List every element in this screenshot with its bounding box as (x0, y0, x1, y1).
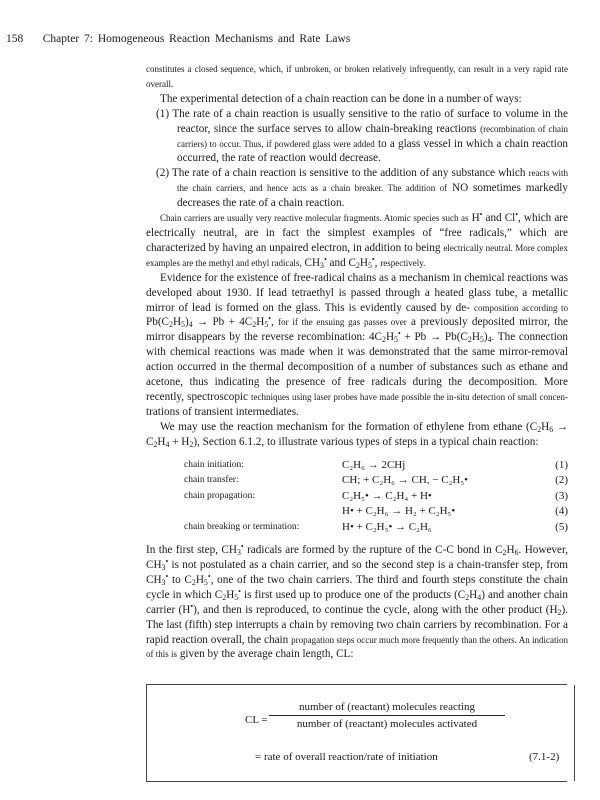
paragraph: Evidence for the existence of free-radical chains as a mechanism in chemical reactions was developed about 1930. If lead tetraethyl is passed through a heated glass tube, a metallic mirror of lead is formed on the glass. This is evidently caused by de- composition according to $Pb(C_2H_5)_4 \to Pb + 4C_2H_5^•$, for if the ensuing gas passes over a previously deposited mirror, the mirror disappears by the reverse recombination: $4C_2H_5^• + Pb \to Pb(C_2H_5)_4$. The connection with chemical reactions was made when it was demonstrated that the same mirror-removal action occurred in the thermal decomposition of a number of substances such as ethane and acetone, thus indicating the presence of free radicals during the decomposition. More recently, spectroscopic techniques using laser probes have made possible the in-situ detection of small concen- trations of transient intermediates. (146, 271, 569, 418)
reaction-row: chain propagation: C₂H₅• → C₂H₄ + H• (3) (184, 489, 568, 502)
list-item: (2) The rate of a chain reaction is sensitive to the addition of any substance which reacts with the chain carriers, and hence acts as a chain breaker. The addition of NO sometimes markedly decreases the rate of a chain reaction. (156, 167, 568, 210)
equation-number: (7.1-2) (529, 751, 560, 763)
reaction-row: chain transfer: CH; + C₂H₆ → CH, − C₂H₅• (2) (184, 474, 568, 487)
chapter-label: Chapter 7: (42, 33, 93, 45)
equation-numerator: number of (reactant) molecules reacting (269, 701, 505, 716)
paragraph: Chain carriers are usually very reactive molecular fragments. Atomic species such as H• and Cl•, which are electrically neutral, are in fact the simplest examples of “free radicals,” which are characterized by having an unpaired electron, in addition to being electrically neutral. More complex examples are the methyl and ethyl radicals, $CH_3^•$ and $C_2H_5^•$, respectively. (146, 210, 569, 270)
list-item: (1) The rate of a chain reaction is usually sensitive to the ratio of surface to volume in the reactor, since the surface serves to allow chain-breaking reactions (recombination of chain carriers) to occur. Thus, if powdered glass were added to a glass vessel in which a chain reaction occurred, the rate of reaction would decrease. (156, 107, 569, 165)
paragraph: We may use the reaction mechanism for the formation of ethylene from ethane $(C_2H_6 \to C_2H_4 + H_2)$, Section 6.1.2, to illustrate various types of steps in a typical chain reaction: (146, 420, 569, 449)
equation-lhs: CL = (245, 714, 268, 726)
equation-rhs: = rate of overall reaction/rate of initiation (255, 751, 438, 763)
box-divider (574, 685, 575, 781)
reaction-row: chain initiation: C₂H₆ → 2CHj (1) (184, 458, 568, 471)
paragraph: The experimental detection of a chain reaction can be done in a number of ways: (160, 92, 522, 105)
page-header (6, 33, 350, 45)
reaction-mechanism (184, 458, 568, 536)
reaction-row: chain breaking or termination: H• + C₂H₅• → C₂H₆ (5) (184, 520, 568, 533)
paragraph: In the first step, $CH_3^•$ radicals are formed by the rupture of the C-C bond in $C_2H_6$. However, $CH_3^•$ is not postulated as a chain carrier, and so the second step is a chain-transfer step, from $CH_3^•$ to $C_2H_5^•$, one of the two chain carriers. The third and fourth steps constitute the chain cycle in which $C_2H_5^•$ is first used up to produce one of the products $(C_2H_4)$ and another chain carrier (H•), and then is reproduced, to continue the cycle, along with the other product $(H_2)$. The last (fifth) step interrupts a chain by removing two chain carriers by recombination. For a rapid reaction overall, the chain propagation steps occur much more frequently than the others. An indication of this is given by the average chain length, CL: (146, 542, 569, 661)
equation-fraction (269, 701, 505, 730)
page-body (146, 62, 568, 662)
reaction-row: H• + C₂H₆ → H₂ + C₂H₅• (4) (342, 505, 568, 518)
chapter-title: Homogeneous Reaction Mechanisms and Rate Laws (97, 33, 351, 45)
page-number: 158 (6, 33, 24, 45)
chain-length-equation-box (146, 684, 567, 782)
equation-denominator: number of (reactant) molecules activated (296, 718, 478, 730)
paragraph: constitutes a closed sequence, which, if unbroken, or broken relatively infrequently, can result in a very rapid rate overall. (146, 64, 568, 89)
